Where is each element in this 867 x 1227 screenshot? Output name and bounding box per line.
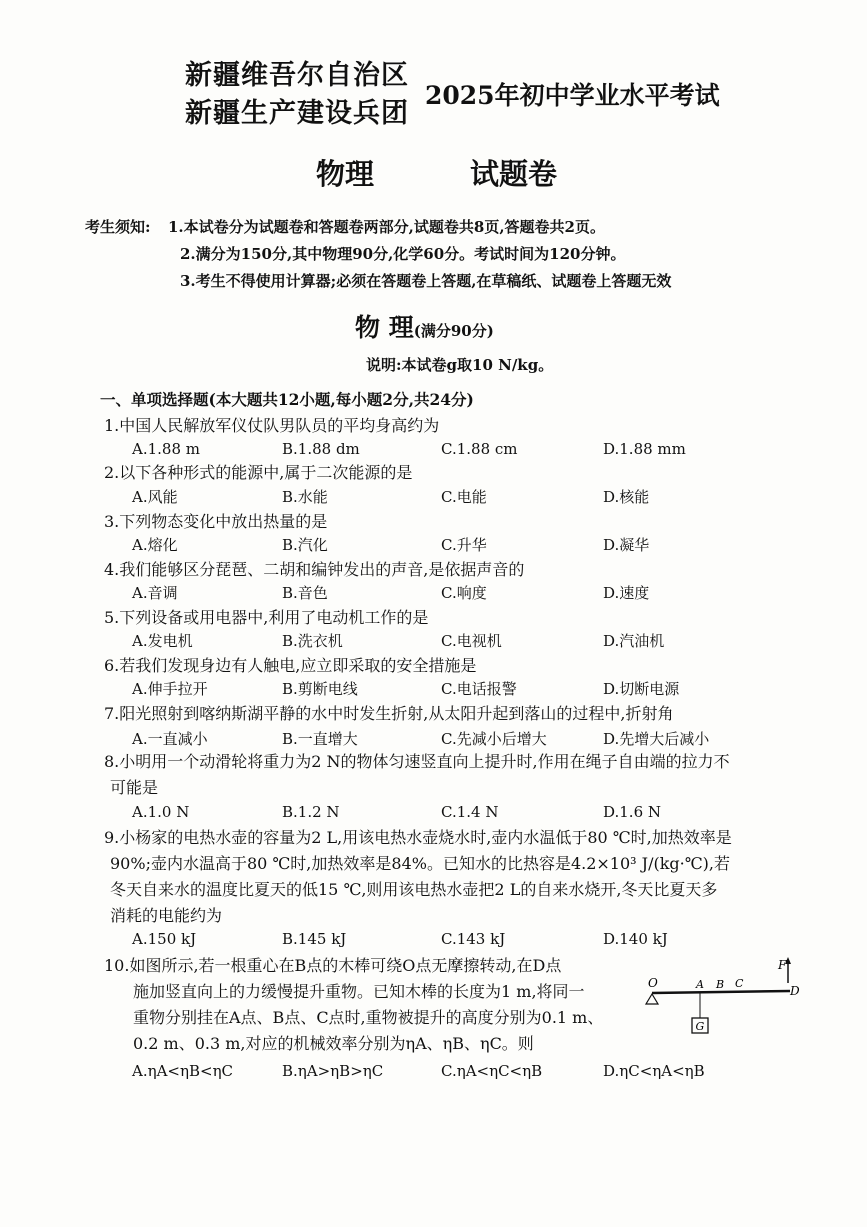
question-9-option: B.145 kJ (282, 930, 347, 948)
question-5-option: D.汽油机 (603, 632, 665, 650)
question-9-stem-line: 90%;壶内水温高于80 ℃时,加热效率是84%。已知水的比热容是4.2×10³ J/(kg·℃),若 (110, 854, 730, 873)
question-6-stem-line: 6.若我们发现身边有人触电,应立即采取的安全措施是 (104, 656, 477, 675)
question-7-option: C.先减小后增大 (441, 730, 547, 748)
subject-name: 物 理 (355, 313, 414, 342)
label-o: O (648, 976, 658, 990)
question-1-stem-line: 1.中国人民解放军仪仗队男队员的平均身高约为 (104, 416, 440, 435)
question-9-stem-line: 冬天自来水的温度比夏天的低15 ℃,则用该电热水壶把2 L的自来水烧开,冬天比夏天多 (110, 880, 718, 899)
question-2-option: D.核能 (603, 488, 650, 506)
exam-title: 2025年初中学业水平考试 (425, 81, 720, 110)
question-4-option: C.响度 (441, 584, 487, 602)
question-5-option: A.发电机 (132, 632, 193, 650)
lever-diagram (640, 955, 810, 1040)
question-8-option: C.1.4 N (441, 803, 499, 821)
question-6-option: A.伸手拉开 (132, 680, 208, 698)
question-4-option: D.速度 (603, 584, 650, 602)
label-f: F (778, 958, 787, 972)
question-10-option: B.ηA>ηB>ηC (282, 1062, 384, 1080)
gravity-note: 说明:本试卷g取10 N/kg。 (366, 356, 554, 374)
question-2-option: B.水能 (282, 488, 328, 506)
notice-item-3: 3.考生不得使用计算器;必须在答题卷上答题,在草稿纸、试题卷上答题无效 (180, 272, 672, 290)
question-3-option: A.熔化 (132, 536, 178, 554)
label-a: A (696, 978, 704, 991)
notice-label: 考生须知: (85, 218, 151, 236)
question-3-option: D.凝华 (603, 536, 650, 554)
question-8-option: A.1.0 N (132, 803, 190, 821)
question-4-option: B.音色 (282, 584, 328, 602)
question-2-option: C.电能 (441, 488, 487, 506)
question-2-stem-line: 2.以下各种形式的能源中,属于二次能源的是 (104, 463, 413, 482)
question-4-option: A.音调 (132, 584, 178, 602)
question-7-option: A.一直减小 (132, 730, 208, 748)
region-name-line1: 新疆维吾尔自治区 (185, 60, 409, 91)
question-1-option: A.1.88 m (132, 440, 200, 458)
question-3-option: B.汽化 (282, 536, 328, 554)
question-10-stem-line: 施加竖直向上的力缓慢提升重物。已知木棒的长度为1 m,将同一 (133, 982, 585, 1001)
question-7-option: D.先增大后减小 (603, 730, 710, 748)
question-8-stem-line: 8.小明用一个动滑轮将重力为2 N的物体匀速竖直向上提升时,作用在绳子自由端的拉力不 (104, 752, 730, 771)
question-6-option: B.剪断电线 (282, 680, 358, 698)
question-9-stem-line: 消耗的电能约为 (110, 906, 223, 925)
question-10-stem-line: 重物分别挂在A点、B点、C点时,重物被提升的高度分别为0.1 m、 (133, 1008, 604, 1027)
question-8-option: B.1.2 N (282, 803, 340, 821)
question-4-stem-line: 4.我们能够区分琵琶、二胡和编钟发出的声音,是依据声音的 (104, 560, 525, 579)
label-c: C (735, 977, 744, 990)
question-7-stem-line: 7.阳光照射到喀纳斯湖平静的水中时发生折射,从太阳升起到落山的过程中,折射角 (104, 704, 674, 723)
label-d: D (790, 984, 800, 998)
question-1-option: B.1.88 dm (282, 440, 360, 458)
question-5-option: B.洗衣机 (282, 632, 343, 650)
pivot-icon (646, 994, 658, 1004)
question-10-stem-line: 0.2 m、0.3 m,对应的机械效率分别为ηA、ηB、ηC。则 (133, 1034, 534, 1053)
question-10-option: A.ηA<ηB<ηC (132, 1062, 234, 1080)
paper-title-type: 试题卷 (470, 157, 558, 191)
question-8-option: D.1.6 N (603, 803, 662, 821)
question-3-stem-line: 3.下列物态变化中放出热量的是 (104, 512, 328, 531)
question-6-option: C.电话报警 (441, 680, 517, 698)
question-7-option: B.一直增大 (282, 730, 358, 748)
question-1-option: C.1.88 cm (441, 440, 518, 458)
question-2-option: A.风能 (132, 488, 178, 506)
question-9-stem-line: 9.小杨家的电热水壶的容量为2 L,用该电热水壶烧水时,壶内水温低于80 ℃时,加热效率是 (104, 828, 732, 847)
label-b: B (716, 978, 725, 991)
question-3-option: C.升华 (441, 536, 487, 554)
question-9-option: C.143 kJ (441, 930, 506, 948)
notice-item-2: 2.满分为150分,其中物理90分,化学60分。考试时间为120分钟。 (180, 245, 626, 263)
notice-item-1: 1.本试卷分为试题卷和答题卷两部分,试题卷共8页,答题卷共2页。 (168, 218, 605, 236)
question-9-option: D.140 kJ (603, 930, 668, 948)
question-9-option: A.150 kJ (132, 930, 197, 948)
question-1-option: D.1.88 mm (603, 440, 686, 458)
question-10-option: C.ηA<ηC<ηB (441, 1062, 543, 1080)
section-title: 一、单项选择题(本大题共12小题,每小题2分,共24分) (100, 390, 474, 409)
subject-score-note: (满分90分) (413, 322, 494, 340)
label-g: G (695, 1020, 705, 1033)
question-6-option: D.切断电源 (603, 680, 680, 698)
question-8-stem-line: 可能是 (110, 778, 159, 797)
paper-title-subject: 物理 (316, 157, 375, 191)
wooden-rod (652, 991, 790, 993)
question-10-stem-line: 10.如图所示,若一根重心在B点的木棒可绕O点无摩擦转动,在D点 (104, 956, 562, 975)
question-5-stem-line: 5.下列设备或用电器中,利用了电动机工作的是 (104, 608, 429, 627)
region-name-line2: 新疆生产建设兵团 (185, 98, 409, 129)
subject-title (355, 315, 494, 340)
question-10-option: D.ηC<ηA<ηB (603, 1062, 705, 1080)
question-5-option: C.电视机 (441, 632, 502, 650)
